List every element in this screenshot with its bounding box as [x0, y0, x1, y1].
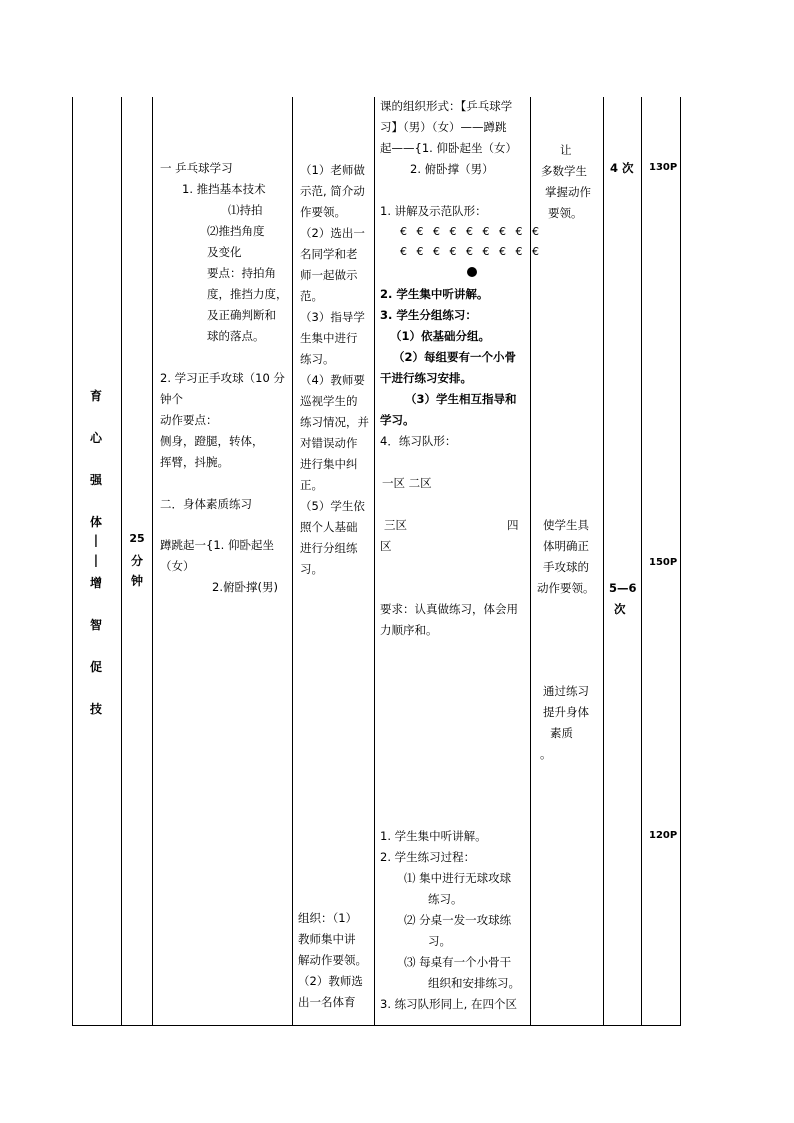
objective-line: 让: [560, 143, 572, 157]
table-line-2: [121, 97, 122, 1026]
activity-line: 解动作要领。: [298, 953, 367, 967]
org-line: ⑴ 集中进行无球攻球: [404, 871, 512, 885]
table-line-8: [641, 97, 642, 1026]
duration-number: 25: [129, 532, 145, 545]
activity-line: 教师集中讲: [298, 932, 356, 946]
activity-line: 正。: [300, 478, 323, 492]
content-line: 2. 学习正手攻球（10 分: [160, 371, 285, 385]
title-char: 技: [89, 702, 102, 716]
org-line: ⑵ 分桌一发一攻球练: [404, 913, 512, 927]
activity-line: 出一名体育: [298, 995, 356, 1009]
org-line: （3）学生相互指导和: [405, 392, 517, 406]
org-line: 1. 学生集中听讲解。: [380, 829, 487, 843]
content-line: 度，推挡力度，: [207, 287, 288, 301]
org-line: 起——{1. 仰卧起坐（女）: [380, 141, 517, 155]
table-line-7: [603, 97, 604, 1026]
content-line: ⑵推挡角度: [207, 224, 265, 238]
content-line: 及正确判断和: [207, 308, 276, 322]
content-line: 二．身体素质练习: [160, 497, 252, 511]
zone-label-4: 四: [507, 518, 519, 532]
org-line: （1）依基础分组。: [390, 329, 491, 343]
content-line: 侧身，蹬腿，转体，: [160, 434, 264, 448]
org-line: 组织和安排练习。: [428, 976, 520, 990]
zone-label-4-suffix: 区: [380, 539, 392, 553]
title-char: 增: [89, 576, 102, 590]
activity-line: 练习情况，并: [300, 415, 369, 429]
activity-line: （4）教师要: [300, 373, 365, 387]
org-line: 4．练习队形：: [380, 434, 457, 448]
activity-line: 对错误动作: [300, 436, 358, 450]
objective-line: 使学生具: [543, 518, 589, 532]
teacher-position-dot: [467, 267, 477, 277]
org-line: 要求：认真做练习，体会用: [380, 602, 518, 616]
activity-line: 范。: [300, 289, 323, 303]
content-line: （女）: [160, 559, 195, 573]
objective-line: 体明确正: [543, 539, 589, 553]
heart-rate-3: 120P: [649, 830, 678, 841]
activity-line: 练习。: [300, 352, 335, 366]
objective-line: 。: [540, 747, 552, 761]
content-line: 2.俯卧撑(男): [212, 580, 278, 594]
activity-line: 示范, 简介动: [300, 184, 365, 198]
content-line: 球的落点。: [207, 329, 265, 343]
activity-line: （1）老师做: [300, 163, 365, 177]
title-char: |: [93, 533, 99, 547]
content-line: 一 乒乓球学习: [160, 161, 233, 175]
objective-line: 要领。: [548, 206, 583, 220]
org-line: 习】（男）（女）——蹲跳: [380, 120, 507, 134]
table-line-5: [374, 97, 375, 1026]
zone-label-1-2: 一区 二区: [382, 476, 432, 490]
content-line: 挥臂，抖腕。: [160, 455, 229, 469]
org-line: 3. 学生分组练习：: [380, 308, 477, 322]
activity-line: 组织：（1）: [298, 911, 358, 925]
duration-unit-2: 钟: [130, 574, 143, 588]
activity-line: 进行分组练: [300, 541, 358, 555]
heart-rate-1: 130P: [649, 162, 678, 173]
activity-line: （3）指导学: [300, 310, 365, 324]
title-char: 心: [89, 431, 102, 445]
repetitions-1: 4 次: [610, 161, 634, 175]
repetitions-2: 5—6: [609, 581, 637, 595]
org-line: 练习。: [428, 892, 463, 906]
objective-line: 手攻球的: [543, 560, 589, 574]
org-line: 学习。: [380, 413, 415, 427]
activity-line: （5）学生依: [300, 499, 365, 513]
activity-line: 巡视学生的: [300, 394, 358, 408]
org-line: ⑶ 每桌有一个小骨干: [404, 955, 512, 969]
objective-line: 素质: [550, 726, 573, 740]
formation-row-2: € € € € € € € € €: [400, 245, 542, 258]
org-line: 3. 练习队形同上, 在四个区: [380, 997, 517, 1011]
content-line: ⑴持拍: [228, 203, 263, 217]
objective-line: 掌握动作: [545, 185, 591, 199]
org-line: 课的组织形式：【乒乓球学: [380, 99, 513, 113]
activity-line: 习。: [300, 562, 323, 576]
content-line: 要点：持拍角: [207, 266, 276, 280]
repetitions-2-unit: 次: [614, 602, 626, 616]
heart-rate-2: 150P: [649, 557, 678, 568]
content-line: 1. 推挡基本技术: [182, 182, 266, 196]
title-char: 促: [89, 660, 102, 674]
table-line-3: [152, 97, 153, 1026]
table-line-1: [72, 97, 73, 1026]
zone-label-3: 三区: [384, 518, 407, 532]
formation-row-1: € € € € € € € € €: [400, 225, 542, 238]
activity-line: 名同学和老: [300, 247, 358, 261]
table-line-4: [292, 97, 293, 1026]
title-char: 智: [89, 618, 102, 632]
title-char: 体: [89, 515, 102, 529]
title-char: 强: [89, 473, 102, 487]
activity-line: 生集中进行: [300, 331, 358, 345]
org-line: 干进行练习安排。: [380, 371, 472, 385]
objective-line: 多数学生: [541, 164, 587, 178]
content-line: 钟个: [160, 392, 183, 406]
objective-line: 动作要领。: [537, 581, 595, 595]
activity-line: 照个人基础: [300, 520, 358, 534]
org-line: 力顺序和。: [380, 623, 438, 637]
content-line: 蹲跳起一{1. 仰卧起坐: [160, 538, 274, 552]
org-line: 1. 讲解及示范队形：: [380, 204, 487, 218]
objective-line: 通过练习: [543, 684, 589, 698]
org-line: （2）每组要有一个小骨: [393, 350, 517, 364]
org-line: 习。: [428, 934, 451, 948]
activity-line: 进行集中纠: [300, 457, 358, 471]
title-char: |: [93, 553, 99, 567]
org-line: 2. 学生集中听讲解。: [380, 287, 489, 301]
table-bottom-line: [72, 1025, 681, 1026]
activity-line: 师一起做示: [300, 268, 358, 282]
org-line: 2. 俯卧撑（男）: [410, 162, 494, 176]
content-line: 及变化: [207, 245, 242, 259]
activity-line: 作要领。: [300, 205, 346, 219]
activity-line: （2）教师选: [298, 974, 363, 988]
table-line-9: [680, 97, 681, 1026]
org-line: 2. 学生练习过程：: [380, 850, 476, 864]
title-char: 育: [89, 389, 102, 403]
objective-line: 提升身体: [543, 705, 589, 719]
activity-line: （2）选出一: [300, 226, 365, 240]
content-line: 动作要点：: [160, 413, 218, 427]
duration-unit-1: 分: [130, 554, 143, 568]
